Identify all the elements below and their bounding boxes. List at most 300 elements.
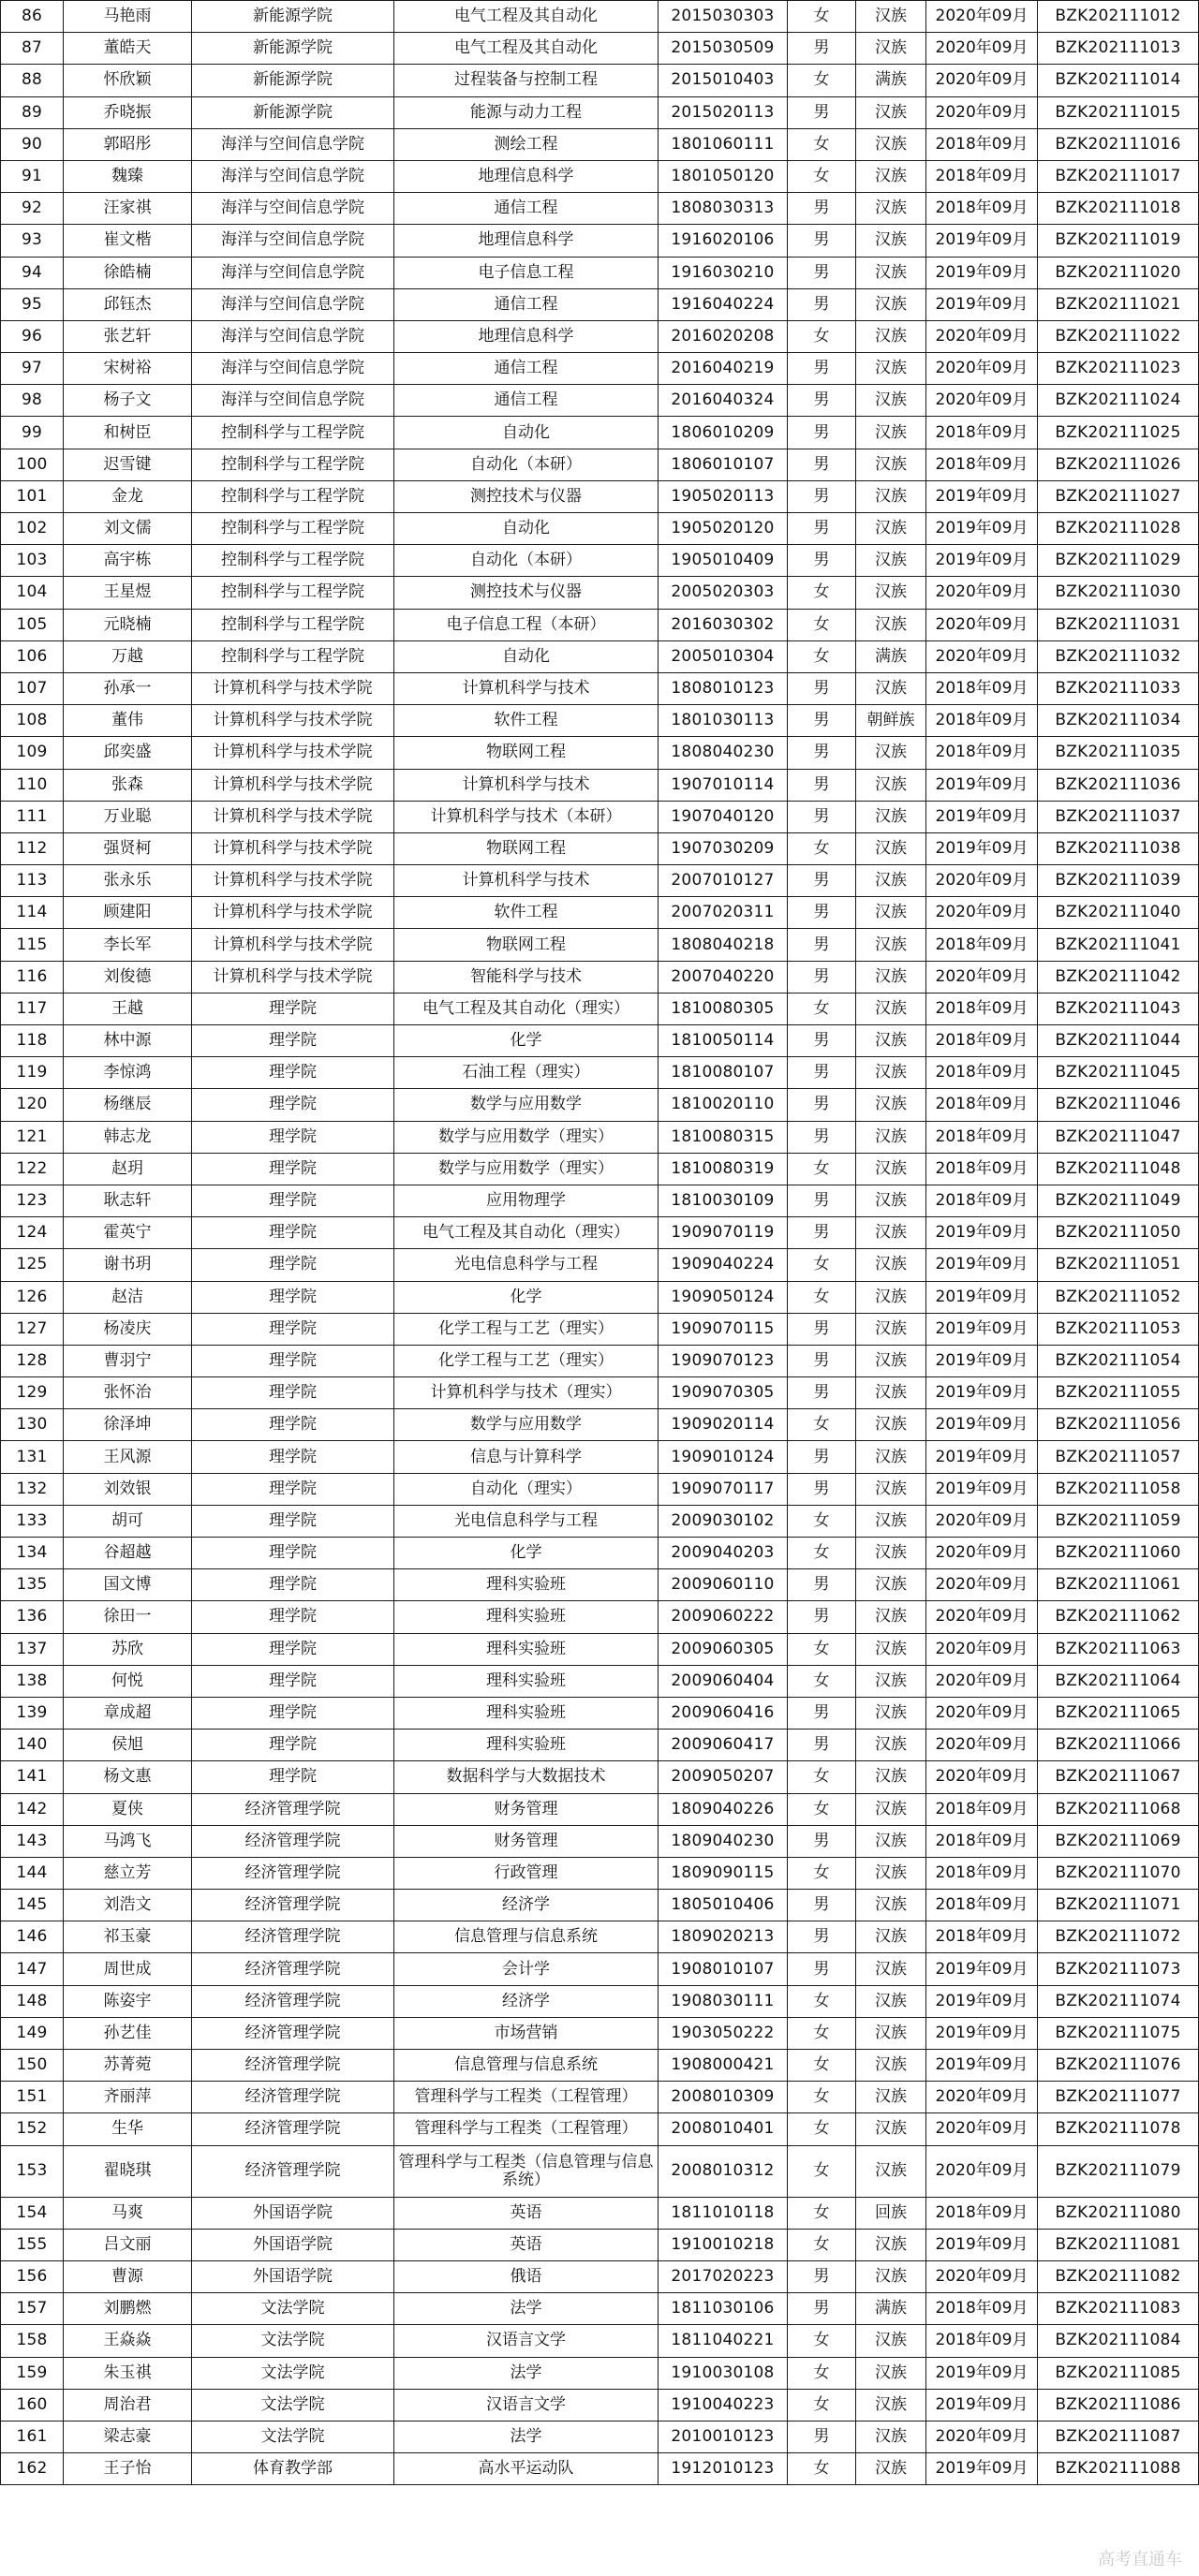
ethnicity-cell: 汉族: [856, 1890, 926, 1921]
student-name-cell: 怀欣颖: [64, 65, 192, 96]
college-cell: 经济管理学院: [192, 1921, 394, 1953]
student-name-cell: 胡可: [64, 1505, 192, 1537]
row-number-cell: 111: [1, 801, 64, 832]
enrollment-date-cell: 2018年09月: [926, 1057, 1038, 1089]
watermark: 高考直通车: [1098, 2550, 1182, 2569]
table-row: [1, 640, 1199, 672]
gender-cell: 女: [788, 1281, 856, 1313]
ethnicity-cell: 汉族: [856, 225, 926, 257]
ethnicity-cell: 汉族: [856, 1730, 926, 1761]
table-row: [1, 672, 1199, 704]
student-id-cell: 1811010118: [659, 2197, 788, 2229]
student-id-cell: 1910040223: [659, 2389, 788, 2421]
enrollment-date-cell: 2020年09月: [926, 320, 1038, 352]
enrollment-date-cell: 2019年09月: [926, 288, 1038, 320]
enrollment-date-cell: 2018年09月: [926, 672, 1038, 704]
row-number-cell: 147: [1, 1953, 64, 1985]
major-cell: 英语: [394, 2197, 659, 2229]
certificate-number-cell: BZK202111087: [1038, 2421, 1199, 2452]
student-id-cell: 1810080305: [659, 993, 788, 1024]
student-name-cell: 宋树裕: [64, 353, 192, 385]
enrollment-date-cell: 2020年09月: [926, 1601, 1038, 1633]
student-id-cell: 2007020311: [659, 897, 788, 929]
college-cell: 经济管理学院: [192, 1890, 394, 1921]
student-name-cell: 万业聪: [64, 801, 192, 832]
student-name-cell: 周治君: [64, 2389, 192, 2421]
table-row: [1, 1057, 1199, 1089]
student-id-cell: 1905010409: [659, 545, 788, 577]
gender-cell: 女: [788, 2357, 856, 2389]
gender-cell: 男: [788, 2293, 856, 2325]
ethnicity-cell: 汉族: [856, 865, 926, 897]
college-cell: 计算机科学与技术学院: [192, 865, 394, 897]
row-number-cell: 108: [1, 705, 64, 737]
table-row: [1, 1281, 1199, 1313]
college-cell: 控制科学与工程学院: [192, 545, 394, 577]
certificate-number-cell: BZK202111015: [1038, 96, 1199, 128]
student-name-cell: 生华: [64, 2113, 192, 2145]
enrollment-date-cell: 2020年09月: [926, 1, 1038, 33]
certificate-number-cell: BZK202111079: [1038, 2145, 1199, 2197]
certificate-number-cell: BZK202111016: [1038, 128, 1199, 160]
certificate-number-cell: BZK202111018: [1038, 193, 1199, 225]
enrollment-date-cell: 2020年09月: [926, 1761, 1038, 1793]
major-cell: 法学: [394, 2293, 659, 2325]
certificate-number-cell: BZK202111053: [1038, 1313, 1199, 1345]
college-cell: 外国语学院: [192, 2197, 394, 2229]
college-cell: 理学院: [192, 1665, 394, 1697]
enrollment-date-cell: 2019年09月: [926, 1441, 1038, 1473]
student-id-cell: 1805010406: [659, 1890, 788, 1921]
certificate-number-cell: BZK202111081: [1038, 2229, 1199, 2260]
certificate-number-cell: BZK202111054: [1038, 1345, 1199, 1376]
enrollment-date-cell: 2018年09月: [926, 160, 1038, 192]
college-cell: 海洋与空间信息学院: [192, 128, 394, 160]
row-number-cell: 118: [1, 1025, 64, 1057]
certificate-number-cell: BZK202111061: [1038, 1569, 1199, 1601]
major-cell: 汉语言文学: [394, 2389, 659, 2421]
student-id-cell: 1811040221: [659, 2325, 788, 2357]
student-id-cell: 2008010312: [659, 2145, 788, 2197]
row-number-cell: 146: [1, 1921, 64, 1953]
enrollment-date-cell: 2020年09月: [926, 1665, 1038, 1697]
college-cell: 控制科学与工程学院: [192, 417, 394, 449]
row-number-cell: 161: [1, 2421, 64, 2452]
student-name-cell: 汪家祺: [64, 193, 192, 225]
table-row: [1, 1089, 1199, 1121]
certificate-number-cell: BZK202111034: [1038, 705, 1199, 737]
row-number-cell: 143: [1, 1825, 64, 1857]
table-row: [1, 1890, 1199, 1921]
enrollment-date-cell: 2020年09月: [926, 1697, 1038, 1729]
row-number-cell: 125: [1, 1249, 64, 1281]
table-row: [1, 193, 1199, 225]
gender-cell: 女: [788, 2113, 856, 2145]
major-cell: 高水平运动队: [394, 2453, 659, 2485]
gender-cell: 男: [788, 769, 856, 801]
student-name-cell: 苏菁菀: [64, 2050, 192, 2082]
student-name-cell: 李长军: [64, 929, 192, 961]
certificate-number-cell: BZK202111069: [1038, 1825, 1199, 1857]
student-id-cell: 1806010107: [659, 449, 788, 480]
student-id-cell: 1909070119: [659, 1217, 788, 1249]
certificate-number-cell: BZK202111021: [1038, 288, 1199, 320]
enrollment-date-cell: 2019年09月: [926, 2050, 1038, 2082]
ethnicity-cell: 汉族: [856, 513, 926, 545]
student-id-cell: 1907010114: [659, 769, 788, 801]
row-number-cell: 119: [1, 1057, 64, 1089]
enrollment-date-cell: 2018年09月: [926, 1153, 1038, 1185]
certificate-number-cell: BZK202111059: [1038, 1505, 1199, 1537]
college-cell: 外国语学院: [192, 2229, 394, 2260]
major-cell: 物联网工程: [394, 929, 659, 961]
student-id-cell: 1907040120: [659, 801, 788, 832]
certificate-number-cell: BZK202111024: [1038, 385, 1199, 417]
gender-cell: 男: [788, 737, 856, 769]
enrollment-date-cell: 2018年09月: [926, 2197, 1038, 2229]
student-id-cell: 1909070123: [659, 1345, 788, 1376]
table-row: [1, 449, 1199, 480]
row-number-cell: 138: [1, 1665, 64, 1697]
college-cell: 理学院: [192, 1697, 394, 1729]
row-number-cell: 148: [1, 1985, 64, 2017]
certificate-number-cell: BZK202111027: [1038, 480, 1199, 512]
certificate-number-cell: BZK202111050: [1038, 1217, 1199, 1249]
college-cell: 理学院: [192, 1377, 394, 1409]
student-id-cell: 1909040224: [659, 1249, 788, 1281]
student-id-cell: 1810030109: [659, 1185, 788, 1216]
student-name-cell: 刘鹏燃: [64, 2293, 192, 2325]
row-number-cell: 127: [1, 1313, 64, 1345]
student-id-cell: 1909050124: [659, 1281, 788, 1313]
major-cell: 数学与应用数学: [394, 1409, 659, 1441]
student-name-cell: 翟晓琪: [64, 2145, 192, 2197]
student-name-cell: 万越: [64, 640, 192, 672]
college-cell: 计算机科学与技术学院: [192, 801, 394, 832]
row-number-cell: 97: [1, 353, 64, 385]
student-id-cell: 1810080319: [659, 1153, 788, 1185]
major-cell: 电气工程及其自动化: [394, 33, 659, 65]
gender-cell: 女: [788, 2325, 856, 2357]
major-cell: 测控技术与仪器: [394, 577, 659, 609]
college-cell: 计算机科学与技术学院: [192, 929, 394, 961]
ethnicity-cell: 汉族: [856, 353, 926, 385]
ethnicity-cell: 汉族: [856, 832, 926, 864]
major-cell: 会计学: [394, 1953, 659, 1985]
enrollment-date-cell: 2018年09月: [926, 1890, 1038, 1921]
college-cell: 计算机科学与技术学院: [192, 832, 394, 864]
student-name-cell: 董皓天: [64, 33, 192, 65]
student-id-cell: 2007010127: [659, 865, 788, 897]
major-cell: 电气工程及其自动化（理实）: [394, 1217, 659, 1249]
certificate-number-cell: BZK202111088: [1038, 2453, 1199, 2485]
student-id-cell: 1810050114: [659, 1025, 788, 1057]
gender-cell: 女: [788, 65, 856, 96]
certificate-number-cell: BZK202111019: [1038, 225, 1199, 257]
gender-cell: 女: [788, 993, 856, 1024]
certificate-number-cell: BZK202111017: [1038, 160, 1199, 192]
ethnicity-cell: 汉族: [856, 2389, 926, 2421]
student-name-cell: 徐泽坤: [64, 1409, 192, 1441]
major-cell: 财务管理: [394, 1793, 659, 1825]
ethnicity-cell: 汉族: [856, 929, 926, 961]
gender-cell: 男: [788, 1473, 856, 1505]
ethnicity-cell: 汉族: [856, 672, 926, 704]
college-cell: 经济管理学院: [192, 2082, 394, 2113]
college-cell: 新能源学院: [192, 33, 394, 65]
enrollment-date-cell: 2020年09月: [926, 577, 1038, 609]
gender-cell: 女: [788, 609, 856, 640]
major-cell: 石油工程（理实）: [394, 1057, 659, 1089]
major-cell: 通信工程: [394, 385, 659, 417]
row-number-cell: 86: [1, 1, 64, 33]
ethnicity-cell: 汉族: [856, 1313, 926, 1345]
table-row: [1, 1249, 1199, 1281]
row-number-cell: 150: [1, 2050, 64, 2082]
enrollment-date-cell: 2020年09月: [926, 897, 1038, 929]
student-id-cell: 1907030209: [659, 832, 788, 864]
student-id-cell: 1905020120: [659, 513, 788, 545]
row-number-cell: 109: [1, 737, 64, 769]
table-row: [1, 2113, 1199, 2145]
college-cell: 文法学院: [192, 2293, 394, 2325]
table-row: [1, 225, 1199, 257]
row-number-cell: 154: [1, 2197, 64, 2229]
student-id-cell: 1808010123: [659, 672, 788, 704]
row-number-cell: 101: [1, 480, 64, 512]
major-cell: 财务管理: [394, 1825, 659, 1857]
table-row: [1, 1377, 1199, 1409]
student-name-cell: 王子怡: [64, 2453, 192, 2485]
student-id-cell: 1801030113: [659, 705, 788, 737]
row-number-cell: 133: [1, 1505, 64, 1537]
student-id-cell: 1808030313: [659, 193, 788, 225]
enrollment-date-cell: 2019年09月: [926, 1473, 1038, 1505]
enrollment-date-cell: 2018年09月: [926, 929, 1038, 961]
ethnicity-cell: 汉族: [856, 801, 926, 832]
major-cell: 测绘工程: [394, 128, 659, 160]
major-cell: 理科实验班: [394, 1601, 659, 1633]
ethnicity-cell: 汉族: [856, 1217, 926, 1249]
row-number-cell: 132: [1, 1473, 64, 1505]
student-name-cell: 林中源: [64, 1025, 192, 1057]
table-row: [1, 1473, 1199, 1505]
gender-cell: 女: [788, 1249, 856, 1281]
ethnicity-cell: 汉族: [856, 128, 926, 160]
college-cell: 海洋与空间信息学院: [192, 320, 394, 352]
student-name-cell: 邱钰杰: [64, 288, 192, 320]
college-cell: 理学院: [192, 1057, 394, 1089]
row-number-cell: 159: [1, 2357, 64, 2389]
student-id-cell: 1905020113: [659, 480, 788, 512]
student-name-cell: 郭昭彤: [64, 128, 192, 160]
major-cell: 自动化（本研）: [394, 449, 659, 480]
gender-cell: 男: [788, 897, 856, 929]
enrollment-date-cell: 2018年09月: [926, 1089, 1038, 1121]
major-cell: 化学: [394, 1538, 659, 1569]
certificate-number-cell: BZK202111022: [1038, 320, 1199, 352]
table-row: [1, 2082, 1199, 2113]
college-cell: 海洋与空间信息学院: [192, 257, 394, 288]
certificate-number-cell: BZK202111077: [1038, 2082, 1199, 2113]
college-cell: 经济管理学院: [192, 2017, 394, 2049]
student-name-cell: 周世成: [64, 1953, 192, 1985]
row-number-cell: 98: [1, 385, 64, 417]
certificate-number-cell: BZK202111082: [1038, 2260, 1199, 2292]
student-id-cell: 2016040324: [659, 385, 788, 417]
row-number-cell: 135: [1, 1569, 64, 1601]
major-cell: 数学与应用数学: [394, 1089, 659, 1121]
row-number-cell: 142: [1, 1793, 64, 1825]
major-cell: 自动化（理实）: [394, 1473, 659, 1505]
table-row: [1, 1217, 1199, 1249]
student-id-cell: 2009050207: [659, 1761, 788, 1793]
ethnicity-cell: 汉族: [856, 1153, 926, 1185]
table-row: [1, 1857, 1199, 1889]
enrollment-date-cell: 2018年09月: [926, 1825, 1038, 1857]
ethnicity-cell: 汉族: [856, 1089, 926, 1121]
major-cell: 软件工程: [394, 897, 659, 929]
student-name-cell: 吕文丽: [64, 2229, 192, 2260]
table-row: [1, 609, 1199, 640]
table-row: [1, 1985, 1199, 2017]
major-cell: 计算机科学与技术（本研）: [394, 801, 659, 832]
row-number-cell: 103: [1, 545, 64, 577]
row-number-cell: 100: [1, 449, 64, 480]
ethnicity-cell: 汉族: [856, 1601, 926, 1633]
student-id-cell: 2009060110: [659, 1569, 788, 1601]
certificate-number-cell: BZK202111035: [1038, 737, 1199, 769]
student-name-cell: 王星煜: [64, 577, 192, 609]
ethnicity-cell: 汉族: [856, 1057, 926, 1089]
college-cell: 理学院: [192, 1089, 394, 1121]
gender-cell: 女: [788, 1761, 856, 1793]
enrollment-date-cell: 2019年09月: [926, 2229, 1038, 2260]
ethnicity-cell: 汉族: [856, 2229, 926, 2260]
table-row: [1, 2325, 1199, 2357]
gender-cell: 男: [788, 288, 856, 320]
enrollment-date-cell: 2018年09月: [926, 1921, 1038, 1953]
student-id-cell: 1916040224: [659, 288, 788, 320]
row-number-cell: 105: [1, 609, 64, 640]
row-number-cell: 110: [1, 769, 64, 801]
student-id-cell: 1910030108: [659, 2357, 788, 2389]
table-row: [1, 2453, 1199, 2485]
student-id-cell: 2009060305: [659, 1633, 788, 1665]
major-cell: 信息管理与信息系统: [394, 1921, 659, 1953]
ethnicity-cell: 汉族: [856, 897, 926, 929]
gender-cell: 女: [788, 160, 856, 192]
certificate-number-cell: BZK202111045: [1038, 1057, 1199, 1089]
major-cell: 化学: [394, 1025, 659, 1057]
gender-cell: 男: [788, 1697, 856, 1729]
student-id-cell: 2016030302: [659, 609, 788, 640]
enrollment-date-cell: 2020年09月: [926, 353, 1038, 385]
student-id-cell: 1908010107: [659, 1953, 788, 1985]
enrollment-date-cell: 2020年09月: [926, 2082, 1038, 2113]
table-row: [1, 832, 1199, 864]
gender-cell: 男: [788, 672, 856, 704]
table-row: [1, 545, 1199, 577]
table-row: [1, 2389, 1199, 2421]
major-cell: 数学与应用数学（理实）: [394, 1121, 659, 1153]
enrollment-date-cell: 2019年09月: [926, 2389, 1038, 2421]
certificate-number-cell: BZK202111072: [1038, 1921, 1199, 1953]
table-row: [1, 1793, 1199, 1825]
certificate-number-cell: BZK202111040: [1038, 897, 1199, 929]
enrollment-date-cell: 2020年09月: [926, 609, 1038, 640]
certificate-number-cell: BZK202111013: [1038, 33, 1199, 65]
major-cell: 智能科学与技术: [394, 961, 659, 993]
student-id-cell: 1909020114: [659, 1409, 788, 1441]
certificate-number-cell: BZK202111026: [1038, 449, 1199, 480]
enrollment-date-cell: 2020年09月: [926, 96, 1038, 128]
row-number-cell: 122: [1, 1153, 64, 1185]
major-cell: 市场营销: [394, 2017, 659, 2049]
row-number-cell: 151: [1, 2082, 64, 2113]
row-number-cell: 139: [1, 1697, 64, 1729]
ethnicity-cell: 汉族: [856, 2145, 926, 2197]
student-id-cell: 1810080315: [659, 1121, 788, 1153]
table-row: [1, 257, 1199, 288]
certificate-number-cell: BZK202111012: [1038, 1, 1199, 33]
gender-cell: 男: [788, 705, 856, 737]
gender-cell: 男: [788, 1217, 856, 1249]
college-cell: 海洋与空间信息学院: [192, 353, 394, 385]
ethnicity-cell: 朝鲜族: [856, 705, 926, 737]
student-id-cell: 1809040226: [659, 1793, 788, 1825]
major-cell: 化学: [394, 1281, 659, 1313]
student-id-cell: 1809090115: [659, 1857, 788, 1889]
table-row: [1, 1538, 1199, 1569]
gender-cell: 男: [788, 1441, 856, 1473]
ethnicity-cell: 汉族: [856, 1281, 926, 1313]
enrollment-date-cell: 2020年09月: [926, 640, 1038, 672]
row-number-cell: 123: [1, 1185, 64, 1216]
college-cell: 经济管理学院: [192, 2050, 394, 2082]
student-name-cell: 马爽: [64, 2197, 192, 2229]
enrollment-date-cell: 2019年09月: [926, 1985, 1038, 2017]
college-cell: 海洋与空间信息学院: [192, 193, 394, 225]
college-cell: 经济管理学院: [192, 1857, 394, 1889]
certificate-number-cell: BZK202111025: [1038, 417, 1199, 449]
gender-cell: 男: [788, 96, 856, 128]
table-row: [1, 1697, 1199, 1729]
major-cell: 理科实验班: [394, 1633, 659, 1665]
ethnicity-cell: 汉族: [856, 1409, 926, 1441]
student-name-cell: 马鸿飞: [64, 1825, 192, 1857]
major-cell: 法学: [394, 2421, 659, 2452]
table-body: [1, 1, 1199, 2485]
ethnicity-cell: 满族: [856, 2293, 926, 2325]
gender-cell: 男: [788, 801, 856, 832]
ethnicity-cell: 汉族: [856, 769, 926, 801]
student-id-cell: 2010010123: [659, 2421, 788, 2452]
student-id-cell: 1809020213: [659, 1921, 788, 1953]
row-number-cell: 130: [1, 1409, 64, 1441]
certificate-number-cell: BZK202111055: [1038, 1377, 1199, 1409]
student-id-cell: 2005010304: [659, 640, 788, 672]
enrollment-date-cell: 2019年09月: [926, 2453, 1038, 2485]
college-cell: 经济管理学院: [192, 1793, 394, 1825]
row-number-cell: 124: [1, 1217, 64, 1249]
college-cell: 经济管理学院: [192, 2145, 394, 2197]
row-number-cell: 126: [1, 1281, 64, 1313]
student-name-cell: 谢书玥: [64, 1249, 192, 1281]
ethnicity-cell: 汉族: [856, 480, 926, 512]
certificate-number-cell: BZK202111068: [1038, 1793, 1199, 1825]
gender-cell: 男: [788, 1825, 856, 1857]
